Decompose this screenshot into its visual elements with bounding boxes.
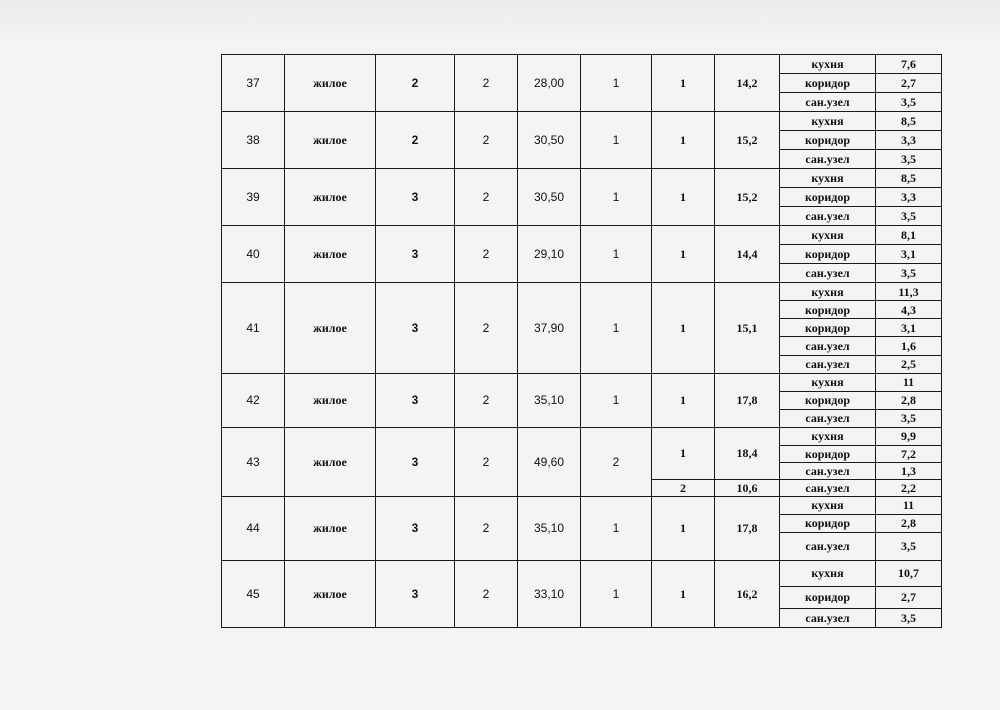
total-area-cell: 49,60 bbox=[518, 427, 581, 496]
premises-type-cell: жилое bbox=[285, 112, 376, 169]
table-row bbox=[222, 373, 942, 391]
auxiliary-room-area-cell: 11,3 bbox=[876, 283, 942, 301]
auxiliary-room-area-cell: 2,8 bbox=[876, 391, 942, 409]
auxiliary-room-name-cell: коридор bbox=[780, 301, 876, 319]
auxiliary-room-name-cell: коридор bbox=[780, 245, 876, 264]
auxiliary-room-name-cell: коридор bbox=[780, 514, 876, 532]
table-row bbox=[222, 427, 942, 445]
premises-type-cell: жилое bbox=[285, 226, 376, 283]
auxiliary-room-name-cell: кухня bbox=[780, 560, 876, 586]
auxiliary-room-area-cell: 8,5 bbox=[876, 112, 942, 131]
total-area-cell: 35,10 bbox=[518, 496, 581, 560]
category-cell: 3 bbox=[376, 496, 455, 560]
auxiliary-room-name-cell: коридор bbox=[780, 319, 876, 337]
room-count-cell: 1 bbox=[581, 373, 652, 427]
category-cell: 3 bbox=[376, 226, 455, 283]
auxiliary-room-name-cell: кухня bbox=[780, 373, 876, 391]
living-room-area-cell: 15,2 bbox=[715, 169, 780, 226]
apartment-number-cell: 44 bbox=[222, 496, 285, 560]
living-room-area-cell: 17,8 bbox=[715, 373, 780, 427]
category-cell: 3 bbox=[376, 560, 455, 627]
apartment-number-cell: 37 bbox=[222, 55, 285, 112]
room-count-cell: 1 bbox=[581, 496, 652, 560]
category-cell: 3 bbox=[376, 373, 455, 427]
auxiliary-room-area-cell: 3,1 bbox=[876, 319, 942, 337]
table-row bbox=[222, 169, 942, 188]
auxiliary-room-name-cell: сан.узел bbox=[780, 532, 876, 560]
living-room-number-cell: 1 bbox=[652, 112, 715, 169]
table-row bbox=[222, 496, 942, 514]
apartment-number-cell: 43 bbox=[222, 427, 285, 496]
living-room-area-cell: 17,8 bbox=[715, 496, 780, 560]
total-area-cell: 33,10 bbox=[518, 560, 581, 627]
living-room-area-cell: 15,1 bbox=[715, 283, 780, 373]
floor-cell: 2 bbox=[455, 169, 518, 226]
auxiliary-room-name-cell: коридор bbox=[780, 391, 876, 409]
auxiliary-room-area-cell: 3,5 bbox=[876, 409, 942, 427]
auxiliary-room-name-cell: коридор bbox=[780, 188, 876, 207]
auxiliary-room-area-cell: 2,2 bbox=[876, 479, 942, 496]
table-row bbox=[222, 283, 942, 301]
apartments-table bbox=[221, 54, 942, 628]
auxiliary-room-area-cell: 3,5 bbox=[876, 150, 942, 169]
apartment-number-cell: 39 bbox=[222, 169, 285, 226]
table-row bbox=[222, 55, 942, 74]
auxiliary-room-area-cell: 1,6 bbox=[876, 337, 942, 355]
auxiliary-room-area-cell: 3,5 bbox=[876, 264, 942, 283]
apartment-number-cell: 45 bbox=[222, 560, 285, 627]
total-area-cell: 30,50 bbox=[518, 112, 581, 169]
living-room-area-cell: 14,2 bbox=[715, 55, 780, 112]
auxiliary-room-area-cell: 3,5 bbox=[876, 608, 942, 627]
living-room-number-cell: 2 bbox=[652, 479, 715, 496]
auxiliary-room-area-cell: 11 bbox=[876, 496, 942, 514]
floor-cell: 2 bbox=[455, 427, 518, 496]
auxiliary-room-name-cell: сан.узел bbox=[780, 337, 876, 355]
living-room-area-cell: 16,2 bbox=[715, 560, 780, 627]
auxiliary-room-area-cell: 1,3 bbox=[876, 462, 942, 479]
total-area-cell: 29,10 bbox=[518, 226, 581, 283]
auxiliary-room-area-cell: 2,8 bbox=[876, 514, 942, 532]
living-room-number-cell: 1 bbox=[652, 169, 715, 226]
room-count-cell: 1 bbox=[581, 55, 652, 112]
auxiliary-room-area-cell: 4,3 bbox=[876, 301, 942, 319]
auxiliary-room-name-cell: кухня bbox=[780, 55, 876, 74]
premises-type-cell: жилое bbox=[285, 373, 376, 427]
room-count-cell: 1 bbox=[581, 169, 652, 226]
living-room-number-cell: 1 bbox=[652, 55, 715, 112]
living-room-number-cell: 1 bbox=[652, 226, 715, 283]
apartment-number-cell: 38 bbox=[222, 112, 285, 169]
premises-type-cell: жилое bbox=[285, 55, 376, 112]
floor-cell: 2 bbox=[455, 226, 518, 283]
auxiliary-room-area-cell: 9,9 bbox=[876, 427, 942, 445]
category-cell: 2 bbox=[376, 55, 455, 112]
table-row bbox=[222, 226, 942, 245]
auxiliary-room-name-cell: сан.узел bbox=[780, 479, 876, 496]
total-area-cell: 30,50 bbox=[518, 169, 581, 226]
auxiliary-room-area-cell: 3,1 bbox=[876, 245, 942, 264]
auxiliary-room-name-cell: сан.узел bbox=[780, 93, 876, 112]
room-count-cell: 1 bbox=[581, 283, 652, 373]
auxiliary-room-area-cell: 7,6 bbox=[876, 55, 942, 74]
auxiliary-room-area-cell: 2,7 bbox=[876, 586, 942, 608]
apartment-number-cell: 40 bbox=[222, 226, 285, 283]
apartment-number-cell: 42 bbox=[222, 373, 285, 427]
auxiliary-room-area-cell: 7,2 bbox=[876, 445, 942, 462]
category-cell: 3 bbox=[376, 283, 455, 373]
auxiliary-room-name-cell: коридор bbox=[780, 586, 876, 608]
auxiliary-room-name-cell: коридор bbox=[780, 131, 876, 150]
premises-type-cell: жилое bbox=[285, 427, 376, 496]
premises-type-cell: жилое bbox=[285, 560, 376, 627]
floor-cell: 2 bbox=[455, 560, 518, 627]
auxiliary-room-area-cell: 3,3 bbox=[876, 188, 942, 207]
room-count-cell: 1 bbox=[581, 560, 652, 627]
living-room-number-cell: 1 bbox=[652, 373, 715, 427]
auxiliary-room-area-cell: 3,5 bbox=[876, 532, 942, 560]
table-row bbox=[222, 560, 942, 586]
auxiliary-room-name-cell: кухня bbox=[780, 496, 876, 514]
living-room-number-cell: 1 bbox=[652, 496, 715, 560]
table-row bbox=[222, 112, 942, 131]
apartment-number-cell: 41 bbox=[222, 283, 285, 373]
living-room-area-cell: 10,6 bbox=[715, 479, 780, 496]
auxiliary-room-area-cell: 11 bbox=[876, 373, 942, 391]
auxiliary-room-name-cell: кухня bbox=[780, 283, 876, 301]
auxiliary-room-name-cell: коридор bbox=[780, 74, 876, 93]
premises-type-cell: жилое bbox=[285, 169, 376, 226]
auxiliary-room-area-cell: 3,5 bbox=[876, 207, 942, 226]
scan-edge-shading bbox=[0, 0, 1000, 40]
auxiliary-room-area-cell: 3,5 bbox=[876, 93, 942, 112]
floor-cell: 2 bbox=[455, 283, 518, 373]
auxiliary-room-name-cell: сан.узел bbox=[780, 462, 876, 479]
living-room-area-cell: 15,2 bbox=[715, 112, 780, 169]
floor-cell: 2 bbox=[455, 112, 518, 169]
auxiliary-room-area-cell: 3,3 bbox=[876, 131, 942, 150]
auxiliary-room-area-cell: 10,7 bbox=[876, 560, 942, 586]
auxiliary-room-name-cell: кухня bbox=[780, 169, 876, 188]
auxiliary-room-area-cell: 2,7 bbox=[876, 74, 942, 93]
auxiliary-room-name-cell: сан.узел bbox=[780, 264, 876, 283]
room-count-cell: 2 bbox=[581, 427, 652, 496]
auxiliary-room-name-cell: кухня bbox=[780, 112, 876, 131]
total-area-cell: 35,10 bbox=[518, 373, 581, 427]
total-area-cell: 28,00 bbox=[518, 55, 581, 112]
floor-cell: 2 bbox=[455, 55, 518, 112]
room-count-cell: 1 bbox=[581, 226, 652, 283]
category-cell: 2 bbox=[376, 112, 455, 169]
living-room-area-cell: 18,4 bbox=[715, 427, 780, 479]
floor-cell: 2 bbox=[455, 496, 518, 560]
living-room-number-cell: 1 bbox=[652, 427, 715, 479]
auxiliary-room-name-cell: кухня bbox=[780, 427, 876, 445]
living-room-number-cell: 1 bbox=[652, 283, 715, 373]
room-count-cell: 1 bbox=[581, 112, 652, 169]
category-cell: 3 bbox=[376, 427, 455, 496]
auxiliary-room-name-cell: сан.узел bbox=[780, 409, 876, 427]
living-room-number-cell: 1 bbox=[652, 560, 715, 627]
auxiliary-room-name-cell: сан.узел bbox=[780, 355, 876, 373]
auxiliary-room-area-cell: 8,5 bbox=[876, 169, 942, 188]
auxiliary-room-area-cell: 2,5 bbox=[876, 355, 942, 373]
floor-cell: 2 bbox=[455, 373, 518, 427]
living-room-area-cell: 14,4 bbox=[715, 226, 780, 283]
auxiliary-room-name-cell: сан.узел bbox=[780, 207, 876, 226]
category-cell: 3 bbox=[376, 169, 455, 226]
premises-type-cell: жилое bbox=[285, 496, 376, 560]
auxiliary-room-area-cell: 8,1 bbox=[876, 226, 942, 245]
total-area-cell: 37,90 bbox=[518, 283, 581, 373]
auxiliary-room-name-cell: кухня bbox=[780, 226, 876, 245]
premises-type-cell: жилое bbox=[285, 283, 376, 373]
auxiliary-room-name-cell: сан.узел bbox=[780, 150, 876, 169]
auxiliary-room-name-cell: коридор bbox=[780, 445, 876, 462]
auxiliary-room-name-cell: сан.узел bbox=[780, 608, 876, 627]
